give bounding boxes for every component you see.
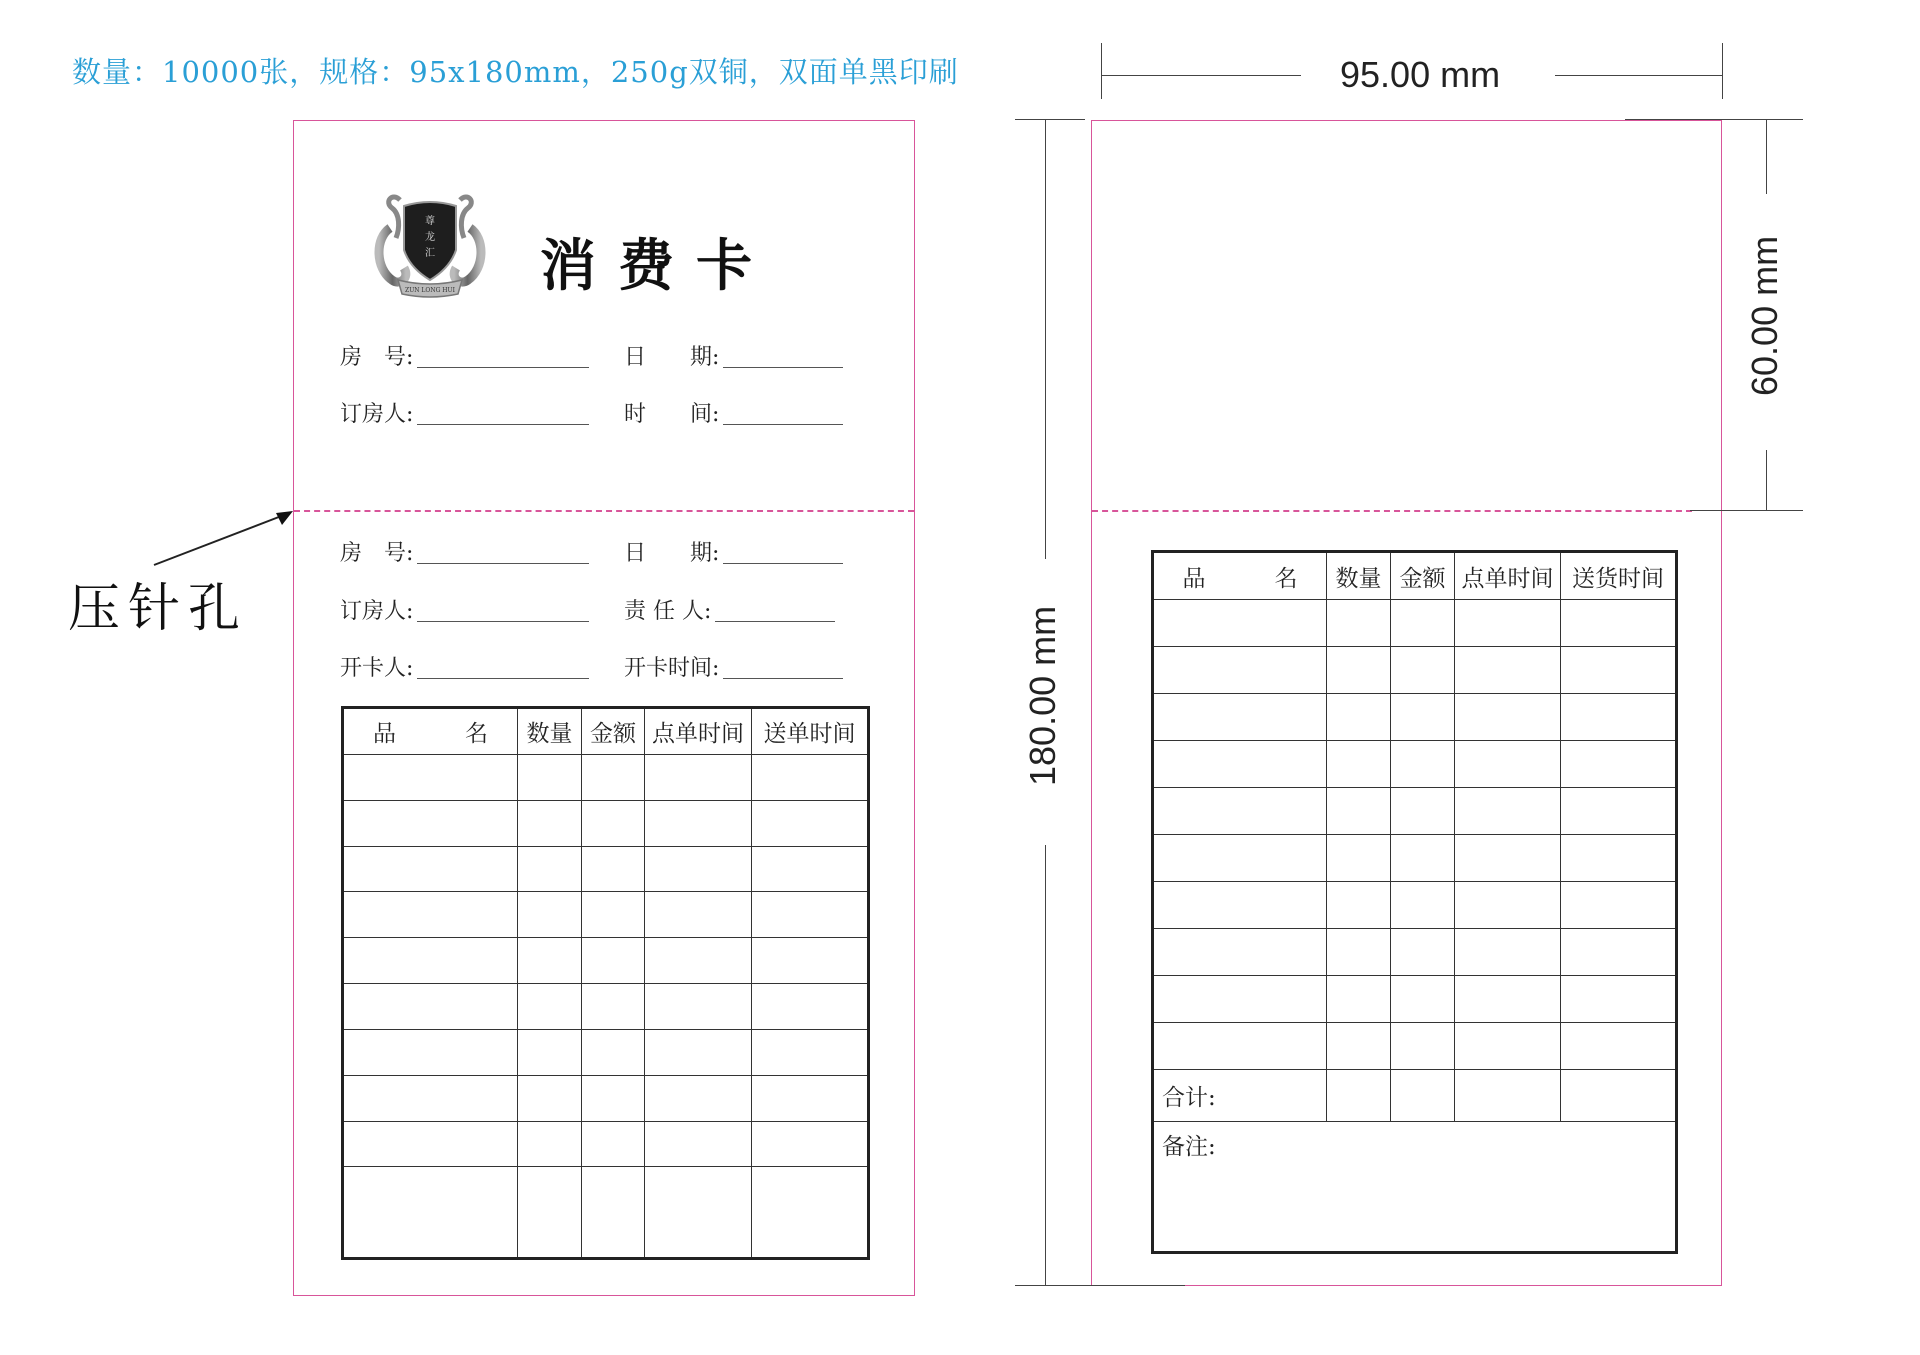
back-perforation-line xyxy=(1092,510,1692,512)
stub-dimension-label: 60.00 mm xyxy=(1744,235,1785,396)
arrow-icon xyxy=(150,505,300,570)
column-header: 点单时间 xyxy=(645,708,752,755)
remarks-label: 备注: xyxy=(1153,1122,1677,1253)
main-field-card-time[interactable] xyxy=(624,651,843,682)
stub-field-date[interactable] xyxy=(624,340,843,371)
column-header: 金额 xyxy=(582,708,645,755)
table-row[interactable] xyxy=(1153,694,1677,741)
front-perforation-line xyxy=(294,510,914,512)
table-row[interactable] xyxy=(343,1121,869,1167)
dimension-line xyxy=(1555,75,1723,76)
field-label: 时 间: xyxy=(624,402,720,427)
table-row[interactable] xyxy=(343,1167,869,1259)
column-header: 点单时间 xyxy=(1455,552,1561,600)
main-field-room[interactable] xyxy=(340,536,589,567)
width-dimension-label: 95.00 mm xyxy=(1340,54,1501,95)
main-field-responsible[interactable] xyxy=(624,594,835,625)
main-field-booker[interactable] xyxy=(340,594,589,625)
field-label: 订房人: xyxy=(340,402,414,427)
table-row[interactable] xyxy=(343,800,869,846)
dimension-line xyxy=(1766,119,1767,194)
table-row[interactable] xyxy=(343,1075,869,1121)
brand-logo-icon xyxy=(370,188,490,300)
dimension-line xyxy=(1045,119,1046,559)
svg-text:龙: 龙 xyxy=(425,232,435,243)
total-label: 合计: xyxy=(1153,1070,1327,1122)
table-header-row xyxy=(1153,552,1677,600)
field-label: 日 期: xyxy=(624,541,720,566)
dimension-tick xyxy=(1101,43,1102,99)
field-label: 房 号: xyxy=(340,345,414,370)
field-label: 订房人: xyxy=(340,599,414,624)
back-order-table xyxy=(1151,550,1678,1254)
field-label: 日 期: xyxy=(624,345,720,370)
dimension-tick xyxy=(1722,43,1723,99)
table-row[interactable] xyxy=(343,1029,869,1075)
table-row[interactable] xyxy=(343,755,869,801)
main-field-card-issuer[interactable] xyxy=(340,651,589,682)
stub-field-time[interactable] xyxy=(624,397,843,428)
svg-text:尊: 尊 xyxy=(425,216,435,227)
table-row[interactable] xyxy=(1153,929,1677,976)
print-spec-text: 数量：10000张，规格：95x180mm，250g双铜，双面单黑印刷 xyxy=(72,55,959,89)
table-row[interactable] xyxy=(1153,600,1677,647)
field-label: 房 号: xyxy=(340,541,414,566)
column-header: 送货时间 xyxy=(1561,552,1677,600)
table-row[interactable] xyxy=(1153,741,1677,788)
dimension-line xyxy=(1101,75,1301,76)
table-row[interactable] xyxy=(343,984,869,1030)
table-row[interactable] xyxy=(1153,835,1677,882)
table-row[interactable] xyxy=(343,846,869,892)
svg-text:汇: 汇 xyxy=(425,248,435,259)
front-order-table xyxy=(341,706,870,1260)
table-row[interactable] xyxy=(1153,1023,1677,1070)
field-label: 开卡人: xyxy=(340,656,414,681)
dimension-tick xyxy=(1015,119,1085,120)
table-row[interactable] xyxy=(343,938,869,984)
dimension-line xyxy=(1766,450,1767,510)
table-row[interactable] xyxy=(343,892,869,938)
column-header: 数量 xyxy=(518,708,582,755)
dimension-line xyxy=(1045,845,1046,1285)
column-header: 金额 xyxy=(1391,552,1455,600)
height-dimension-label: 180.00 mm xyxy=(1022,605,1063,786)
dimension-tick xyxy=(1015,1285,1185,1286)
pin-hole-label: 压针孔 xyxy=(68,579,249,639)
table-row[interactable] xyxy=(1153,882,1677,929)
dimension-tick xyxy=(1690,510,1803,511)
table-header-row xyxy=(343,708,869,755)
stub-field-room[interactable] xyxy=(340,340,589,371)
column-header: 品 名 xyxy=(1153,552,1327,600)
card-title: 消费卡 xyxy=(540,233,774,299)
field-label: 开卡时间: xyxy=(624,656,720,681)
dimension-tick xyxy=(1625,119,1803,120)
table-row[interactable] xyxy=(1153,788,1677,835)
field-label: 责 任 人: xyxy=(624,599,712,624)
stub-field-booker[interactable] xyxy=(340,397,589,428)
svg-text:ZUN LONG HUI: ZUN LONG HUI xyxy=(405,287,455,294)
total-row[interactable] xyxy=(1153,1070,1677,1122)
column-header: 送单时间 xyxy=(752,708,869,755)
column-header: 数量 xyxy=(1327,552,1391,600)
column-header: 品 名 xyxy=(343,708,518,755)
table-row[interactable] xyxy=(1153,647,1677,694)
remarks-row[interactable] xyxy=(1153,1122,1677,1253)
table-row[interactable] xyxy=(1153,976,1677,1023)
main-field-date[interactable] xyxy=(624,536,843,567)
